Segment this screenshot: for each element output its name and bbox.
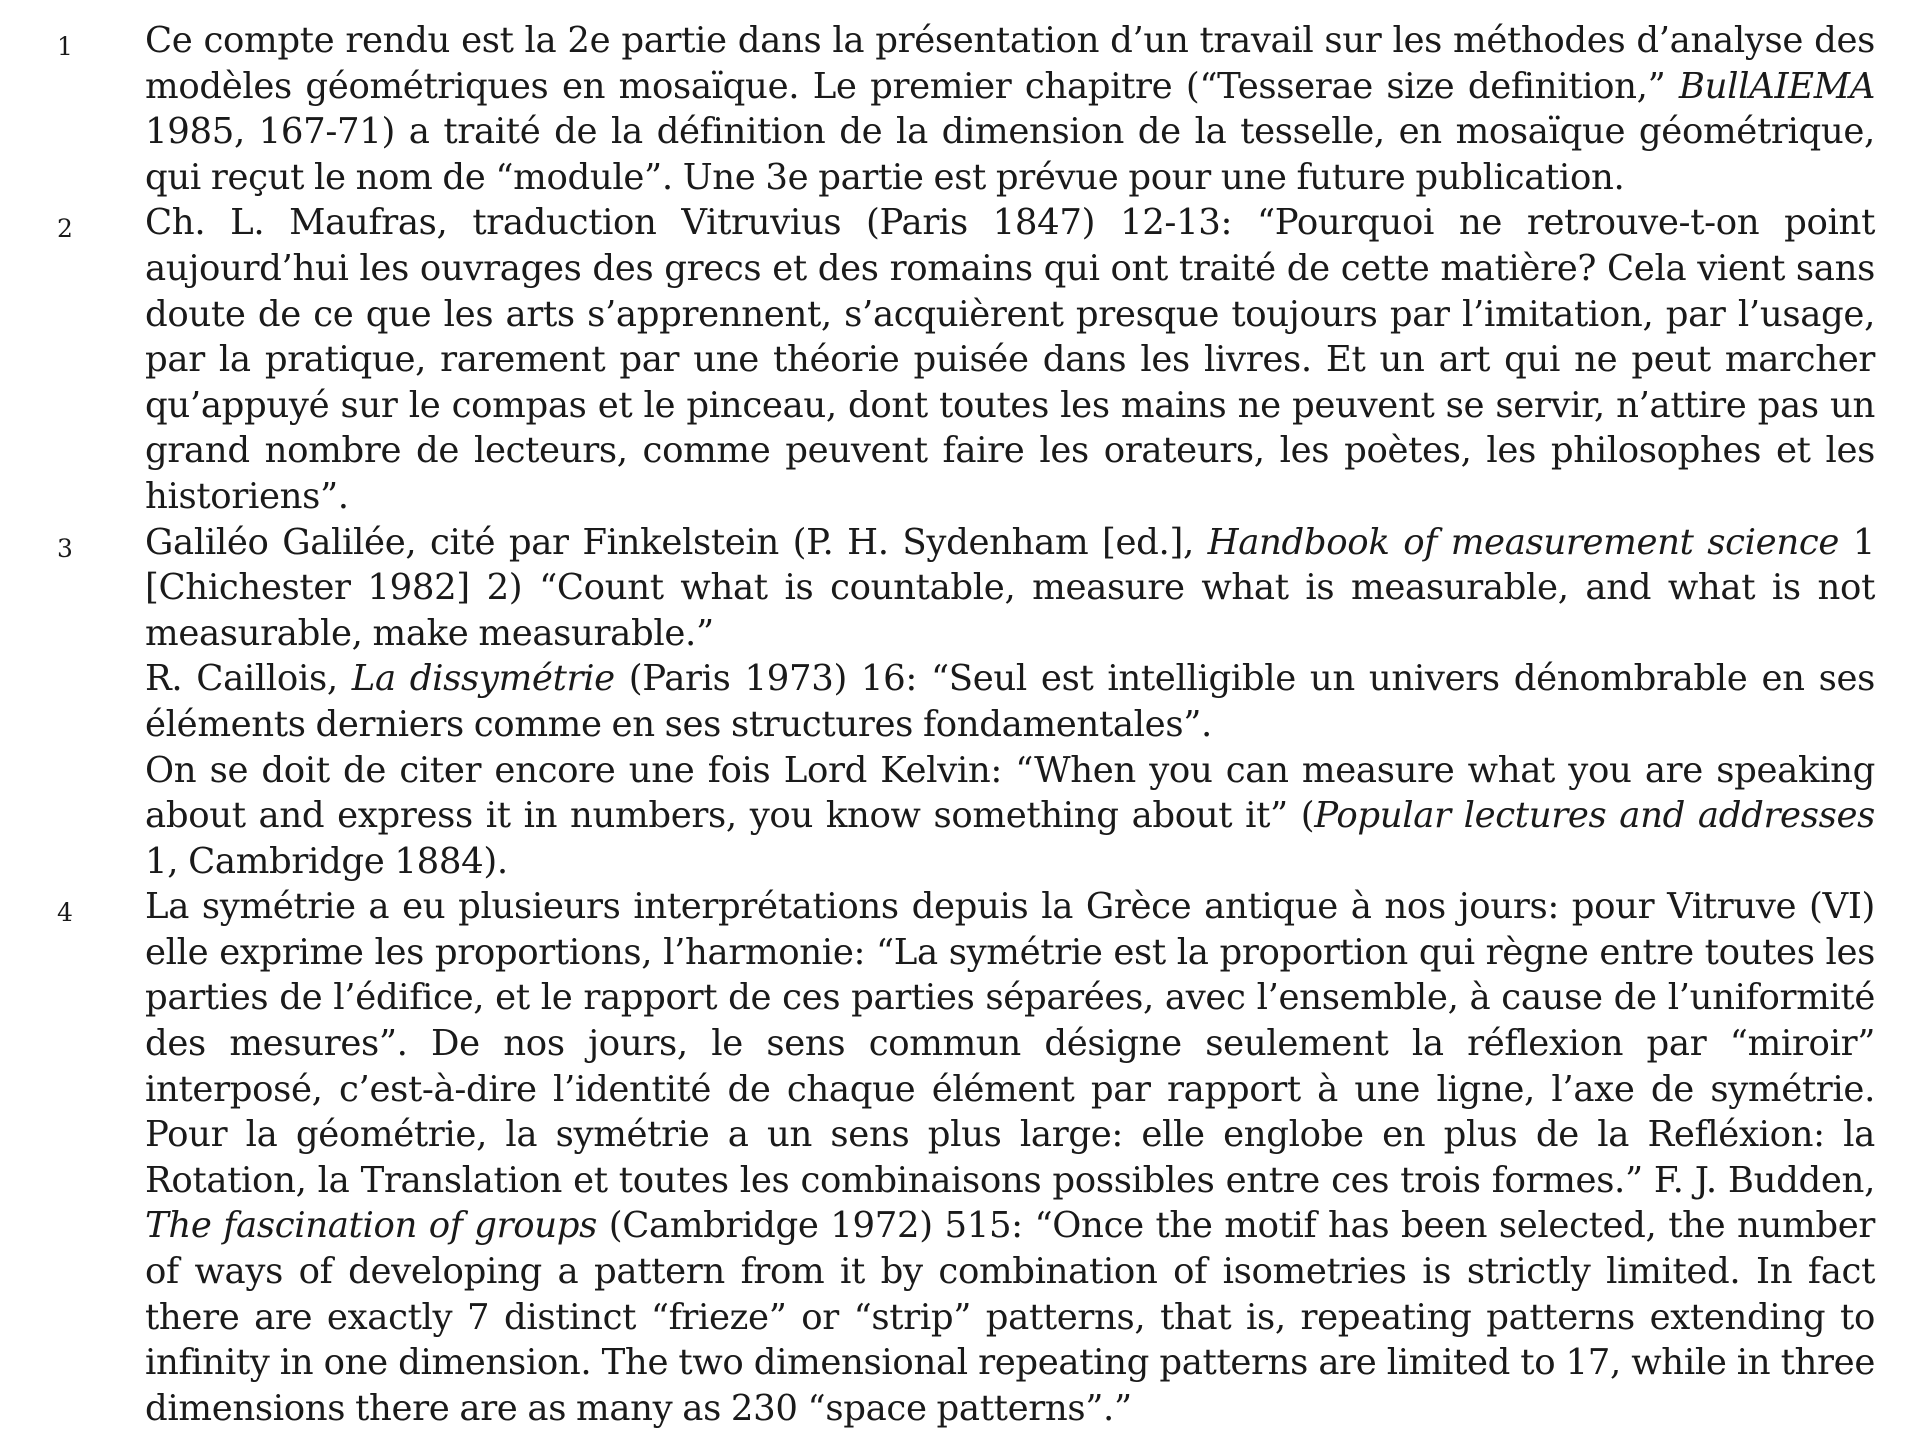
book-title: La dissymétrie [351, 658, 615, 700]
footnote-number: 4 [57, 898, 73, 928]
footnote-paragraph: Ch. L. Maufras, traduction Vitruvius (Paris 1847) 12-13: “Pourquoi ne retrouve-t-on point aujourd’hui les ouvrages des grecs et des romains qui ont traité de cette matière? Cela vient sans doute de ce que les arts s’apprennent, s’acquièrent presque toujours par l’imitation, par l’usage, par la pratique, rarement par une théorie puisée dans les livres. Et un art qui ne peut marcher qu’appuyé sur le compas et le pinceau, dont toutes les mains ne peuvent se servir, n’attire pas un grand nombre de lecteurs, comme peuvent faire les orateurs, les poètes, les philosophes et les historiens”. [145, 202, 1875, 517]
footnote-3 [57, 520, 1876, 885]
footnote-paragraph: Galiléo Galilée, cité par Finkelstein (P. H. Sydenham [ed.], Handbook of measurement science 1 [Chichester 1982] 2) “Count what is countable, measure what is measurable, and what is not measurable, make measurable.” [145, 521, 1875, 654]
footnote-number: 1 [57, 32, 73, 61]
book-title: Handbook of measurement science [1207, 521, 1840, 563]
footnote-number: 3 [57, 533, 73, 563]
footnote-paragraph: On se doit de citer encore une fois Lord Kelvin: “When you can measure what you are speaking about and express it in numbers, you know something about it” (Popular lectures and addresses 1, Cambridge 1884). [145, 749, 1875, 882]
journal-title: BullAIEMA [1678, 65, 1875, 107]
footnote-1 [57, 18, 1875, 200]
book-title: The fascination of groups [145, 1205, 598, 1247]
footnote-4 [57, 884, 1875, 1431]
footnote-number: 2 [57, 214, 73, 244]
footnote-paragraph: La symétrie a eu plusieurs interprétations depuis la Grèce antique à nos jours: pour Vitruve (VI) elle exprime les proportions, l’harmonie: “La symétrie est la proportion qui règne entre toutes les parties de l’édifice, et le rapport de ces parties séparées, avec l’ensemble, à cause de l’uniformité des mesures”. De nos jours, le sens commun désigne seulement la réflexion par “miroir” interposé, c’est-à-dire l’identité de chaque élément par rapport à une ligne, l’axe de symétrie. Pour la géométrie, la symétrie a un sens plus large: elle englobe en plus de la Refléxion: la Rotation, la Translation et toutes les combinaisons possibles entre ces trois formes.” F. J. Budden, The fascination of groups (Cambridge 1972) 515: “Once the motif has been selected, the number of ways of developing a pattern from it by combination of isometries is strictly limited. In fact there are exactly 7 distinct “frieze” or “strip” patterns, that is, repeating patterns extending to infinity in one dimension. The two dimensional repeating patterns are limited to 17, while in three dimensions there are as many as 230 “space patterns”.” [145, 886, 1875, 1429]
book-title: Popular lectures and addresses [1314, 795, 1875, 837]
footnote-paragraph: R. Caillois, La dissymétrie (Paris 1973) 16: “Seul est intelligible un univers dénombrable en ses éléments derniers comme en ses structures fondamentales”. [145, 658, 1876, 745]
footnote-2 [57, 200, 1875, 519]
footnote-paragraph: Ce compte rendu est la 2e partie dans la présentation d’un travail sur les méthodes d’analyse des modèles géométriques en mosaïque. Le premier chapitre (“Tesserae size definition,” BullAIEMA 1985, 167-71) a traité de la définition de la dimension de la tesselle, en mosaïque géométrique, qui reçut le nom de “module”. Une 3e partie est prévue pour une future publication. [145, 20, 1875, 198]
